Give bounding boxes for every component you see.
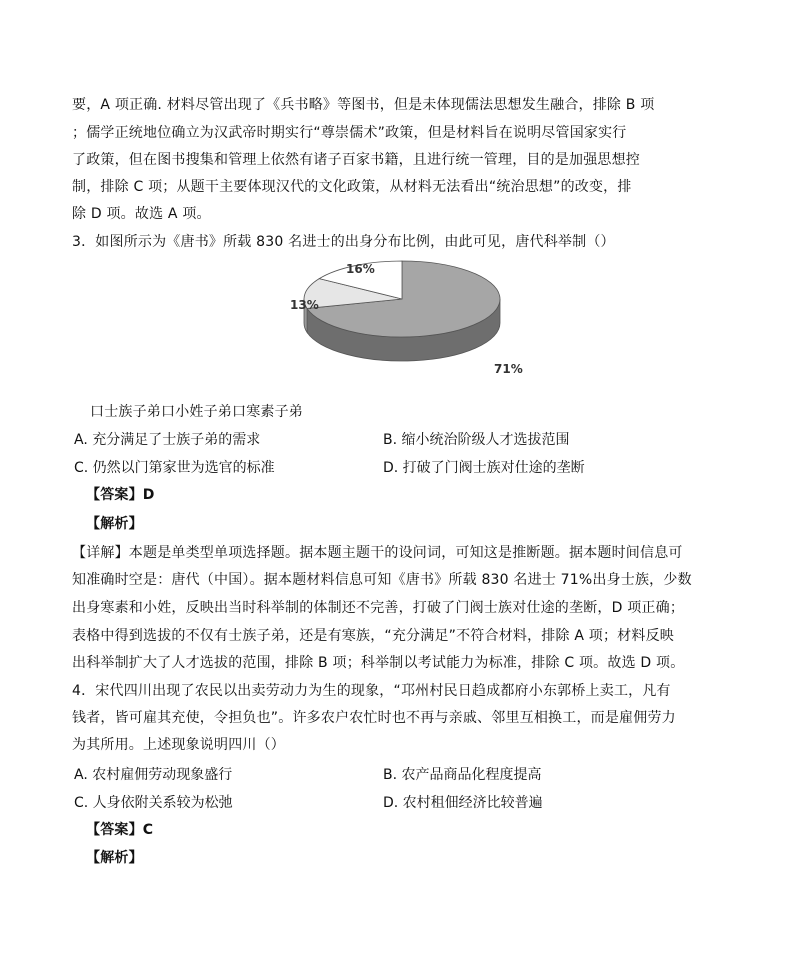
q3-detail-line: 出身寒素和小姓，反映出当时科举制的体制还不完善，打破了门阀士族对仕途的垄断，D 项正确； xyxy=(72,600,685,616)
q4-option-c: C. 人身依附关系较为松弛 xyxy=(74,795,233,811)
pie-label-2: 16% xyxy=(346,262,375,276)
chart-legend: 口士族子弟口小姓子弟口寒素子弟 xyxy=(90,404,303,420)
q4-answer: 【答案】C xyxy=(86,822,154,838)
pie-chart xyxy=(272,255,532,395)
q4-option-b: B. 农产品商品化程度提高 xyxy=(383,767,542,783)
q3-analysis-label: 【解析】 xyxy=(86,516,143,532)
explanation-line: 要，A 项正确. 材料尽管出现了《兵书略》等图书，但是未体现儒法思想发生融合，排除 B 项 xyxy=(72,97,655,113)
q4-option-d: D. 农村租佃经济比较普遍 xyxy=(383,795,543,811)
explanation-line: ；儒学正统地位确立为汉武帝时期实行“尊崇儒术”政策，但是材料旨在说明尽管国家实行 xyxy=(72,125,627,141)
q4-stem-line: 4．宋代四川出现了农民以出卖劳动力为生的现象，“邛州村民日趋成都府小东郭桥上卖工，凡有 xyxy=(72,683,671,699)
q3-option-d: D. 打破了门阀士族对仕途的垄断 xyxy=(383,460,585,476)
q3-detail-line: 表格中得到选拔的不仅有士族子弟，还是有寒族，“充分满足”不符合材料，排除 A 项；材料反映 xyxy=(72,628,674,644)
q3-detail-line: 知准确时空是：唐代（中国）。据本题材料信息可知《唐书》所载 830 名进士 71%出身士族，少数 xyxy=(72,572,692,588)
q3-option-a: A. 充分满足了士族子弟的需求 xyxy=(74,432,261,448)
q3-option-b: B. 缩小统治阶级人才选拔范围 xyxy=(383,432,570,448)
explanation-line: 制，排除 C 项；从题干主要体现汉代的文化政策，从材料无法看出“统治思想”的改变，排 xyxy=(72,179,632,195)
pie-label-1: 13% xyxy=(290,298,319,312)
q4-option-a: A. 农村雇佣劳动现象盛行 xyxy=(74,767,233,783)
q3-option-c: C. 仍然以门第家世为选官的标准 xyxy=(74,460,275,476)
pie-label-0: 71% xyxy=(494,362,523,376)
explanation-line: 除 D 项。故选 A 项。 xyxy=(72,206,211,222)
q4-stem-line: 钱者，皆可雇其充使，令担负也”。许多农户农忙时也不再与亲戚、邻里互相换工，而是雇佣劳力 xyxy=(72,710,676,726)
q4-stem-line: 为其所用。上述现象说明四川（） xyxy=(72,737,285,753)
q4-analysis-label: 【解析】 xyxy=(86,850,143,866)
q3-detail-line: 出科举制扩大了人才选拔的范围，排除 B 项；科举制以考试能力为标准，排除 C 项。故选 D 项。 xyxy=(72,655,685,671)
explanation-line: 了政策，但在图书搜集和管理上依然有诸子百家书籍，且进行统一管理，目的是加强思想控 xyxy=(72,152,640,168)
q3-stem: 3．如图所示为《唐书》所载 830 名进士的出身分布比例，由此可见，唐代科举制（） xyxy=(72,234,615,250)
q3-detail-line: 【详解】本题是单类型单项选择题。据本题主题干的设问词，可知这是推断题。据本题时间信息可 xyxy=(72,545,683,561)
q3-answer: 【答案】D xyxy=(86,487,155,503)
